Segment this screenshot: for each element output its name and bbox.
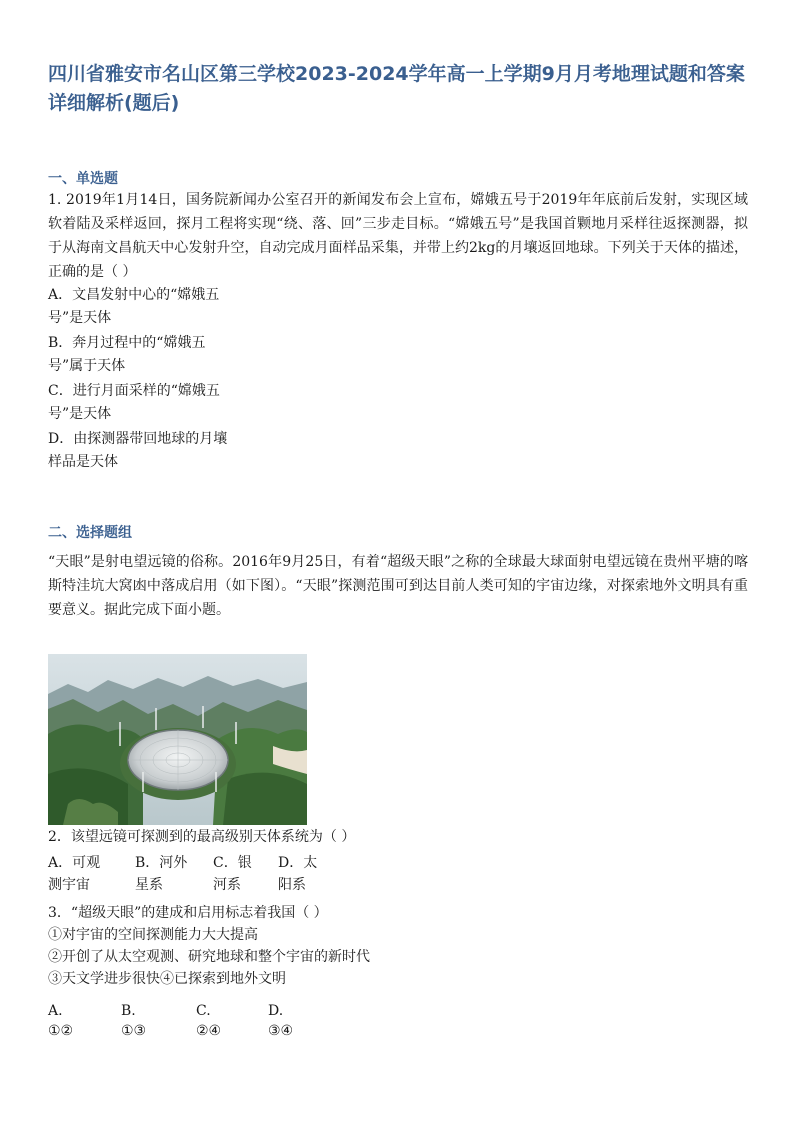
question-3-item-1: ①对宇宙的空间探测能力大大提高 bbox=[48, 927, 258, 943]
fast-telescope-photo bbox=[48, 654, 307, 825]
question-2-option-c: C．银河系 bbox=[213, 855, 252, 893]
question-3-option-b-letter: B. bbox=[121, 1003, 136, 1019]
question-3-option-b-value: ①③ bbox=[121, 1023, 147, 1039]
question-3-option-d-letter: D. bbox=[268, 1003, 284, 1019]
question-3-option-c-letter: C. bbox=[196, 1003, 211, 1019]
question-3-item-3-4: ③天文学进步很快④已探索到地外文明 bbox=[48, 971, 286, 987]
question-1-option-b: B．奔月过程中的“嫦娥五号”属于天体 bbox=[48, 335, 206, 374]
question-3-option-d-value: ③④ bbox=[268, 1023, 294, 1039]
question-3-item-2: ②开创了从太空观测、研究地球和整个宇宙的新时代 bbox=[48, 949, 370, 965]
telescope-landscape-illustration bbox=[48, 654, 307, 825]
section-heading-question-group: 二、选择题组 bbox=[48, 525, 132, 541]
question-3-stem: 3．“超级天眼”的建成和启用标志着我国（ ） bbox=[48, 905, 328, 921]
question-2-option-b: B．河外星系 bbox=[135, 855, 188, 893]
question-2-option-d: D．太阳系 bbox=[278, 855, 318, 893]
question-3-option-c-value: ②④ bbox=[196, 1023, 222, 1039]
document-title: 四川省雅安市名山区第三学校2023-2024学年高一上学期9月月考地理试题和答案详细解析(题后) bbox=[48, 63, 745, 114]
question-group-intro: “天眼”是射电望远镜的俗称。2016年9月25日，有着“超级天眼”之称的全球最大球面射电望远镜在贵州平塘的喀斯特洼坑大窝凼中落成启用（如下图）。“天眼”探测范围可到达目前人类可知的宇宙边缘，对探索地外文明具有重要意义。据此完成下面小题。 bbox=[48, 554, 748, 618]
section-heading-single-choice: 一、单选题 bbox=[48, 171, 118, 187]
question-1-option-c: C．进行月面采样的“嫦娥五号”是天体 bbox=[48, 383, 220, 422]
question-3-option-a-value: ①② bbox=[48, 1023, 74, 1039]
question-2-option-a: A．可观测宇宙 bbox=[48, 855, 101, 893]
question-2-stem: 2．该望远镜可探测到的最高级别天体系统为（ ） bbox=[48, 829, 356, 845]
question-1-stem: 1. 2019年1月14日，国务院新闻办公室召开的新闻发布会上宣布，嫦娥五号于2019年年底前后发射，实现区域软着陆及采样返回，探月工程将实现“绕、落、回”三步走目标。“嫦娥五号”是我国首颗地月采样往返探测器，拟于从海南文昌航天中心发射升空，自动完成月面样品采集，并带上约2kg的月壤返回地球。下列关于天体的描述，正确的是（ ） bbox=[48, 192, 748, 280]
question-1-option-a: A．文昌发射中心的“嫦娥五号”是天体 bbox=[48, 287, 220, 326]
question-3-option-a-letter: A. bbox=[48, 1003, 63, 1019]
question-1-option-d: D．由探测器带回地球的月壤样品是天体 bbox=[48, 431, 228, 470]
